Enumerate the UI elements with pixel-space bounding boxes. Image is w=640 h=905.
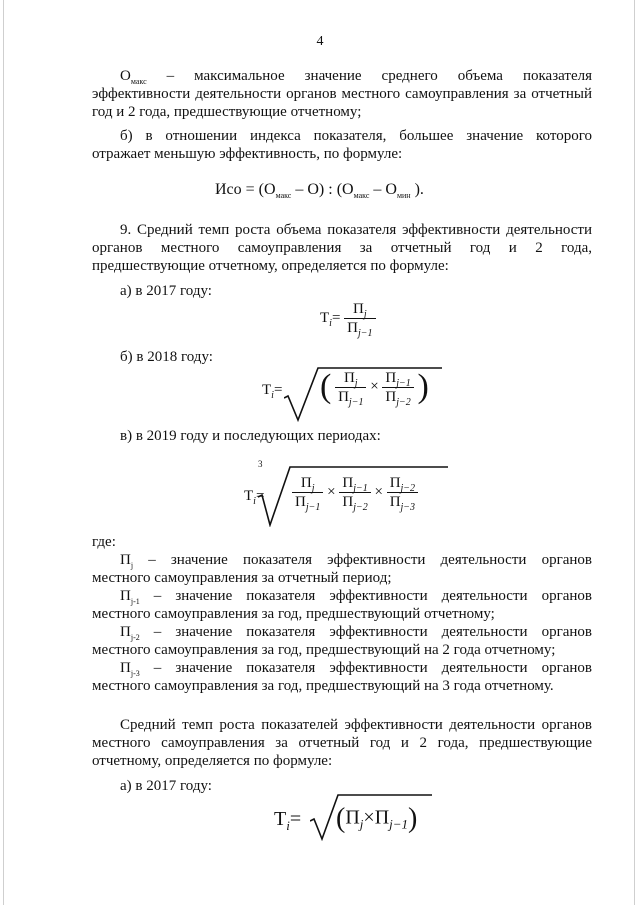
pj1-definition-line1: $П_{j-1}$ – значение показателя эффективности деятельности органов — [120, 588, 592, 606]
formula-2019-lhs: $Т_i=$ — [244, 488, 265, 507]
case-2017-label: а) в 2017 году: — [120, 283, 212, 299]
final-paragraph-line2: местного самоуправления за отчетный год и 2 года, предшествующие — [92, 735, 592, 751]
omaks-definition-line3: год и 2 года, предшествующие отчетному; — [92, 104, 362, 120]
section9-line2: органов местного самоуправления за отчетный год и 2 года, — [92, 240, 592, 256]
section9-line1: 9. Средний темп роста объема показателя эффективности деятельности — [120, 222, 592, 238]
formula-2018-body: ( $\frac{П_j}{П_{j-1}}$ × $\frac{П_{j-1}}{П_{j-2}}$ ) — [320, 368, 429, 408]
page-edge-left — [3, 0, 4, 905]
pj2-definition-line2: местного самоуправления за год, предшествующий на 2 года отчетному; — [92, 642, 556, 658]
section9-line3: предшествующие отчетному, определяется по формуле: — [92, 258, 449, 274]
omaks-definition-line2: эффективности деятельности органов местного самоуправления за отчетный — [92, 86, 592, 102]
case-2018-label: б) в 2018 году: — [120, 349, 213, 365]
pj-definition-line2: местного самоуправления за отчетный период; — [92, 570, 392, 586]
formula-2018-lhs: $Т_i=$ — [262, 382, 283, 401]
where-label: где: — [92, 534, 116, 550]
final-paragraph-line1: Средний темп роста показателей эффективности деятельности органов — [120, 717, 592, 733]
omaks-definition-line1: $О_{макс}$ – максимальное значение среднего объема показателя — [120, 68, 592, 86]
paragraph-b-line1: б) в отношении индекса показателя, большее значение которого — [120, 128, 592, 144]
case-2019-label: в) в 2019 году и последующих периодах: — [120, 428, 381, 444]
final-case-2017-label: а) в 2017 году: — [120, 778, 212, 794]
pj2-definition-line1: $П_{j-2}$ – значение показателя эффективности деятельности органов — [120, 624, 592, 642]
pj1-definition-line2: местного самоуправления за год, предшествующий отчетному; — [92, 606, 495, 622]
pj3-definition-line1: $П_{j-3}$ – значение показателя эффективности деятельности органов — [120, 660, 592, 678]
final-formula-body: $(П_j\times П_{j-1})$ — [336, 803, 418, 834]
formula-2019-body: $\frac{П_j}{П_{j-1}}$ × $\frac{П_{j-1}}{П_{j-2}}$ × $\frac{П_{j-2}}{П_{j-3}}$ — [292, 474, 418, 511]
iso-formula: Исо = $(О_{макс} - О)$ : ($О_{макс} - О_{мин}$ ). — [215, 181, 424, 201]
paragraph-b-line2: отражает меньшую эффективность, по формуле: — [92, 146, 403, 162]
pj3-definition-line2: местного самоуправления за год, предшествующий на 3 года отчетному. — [92, 678, 554, 694]
page-edge-right — [634, 0, 635, 905]
pj-definition-line1: $П_j$ – значение показателя эффективности деятельности органов — [120, 552, 592, 570]
page-number: 4 — [316, 34, 324, 49]
formula-2017: $Т_i=$ $\frac{П_j}{П_{j-1}}$ — [320, 300, 376, 337]
final-paragraph-line3: отчетному, определяется по формуле: — [92, 753, 333, 769]
final-formula-lhs: $Т_i=$ — [274, 808, 302, 833]
cube-root-index: 3 — [258, 459, 263, 469]
